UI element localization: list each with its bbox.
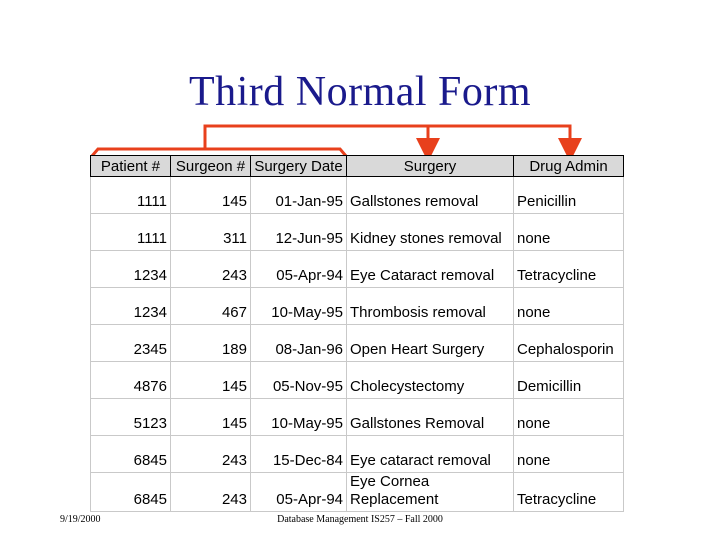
col-header-surgery-date: Surgery Date xyxy=(251,156,347,177)
cell-drug-admin: none xyxy=(514,288,624,325)
cell-surgery: Gallstones Removal xyxy=(347,399,514,436)
cell-patient: 1111 xyxy=(91,214,171,251)
cell-surgeon: 243 xyxy=(171,436,251,473)
cell-surgery-date: 10-May-95 xyxy=(251,399,347,436)
cell-surgery: Thrombosis removal xyxy=(347,288,514,325)
col-header-surgery: Surgery xyxy=(347,156,514,177)
cell-drug-admin: Penicillin xyxy=(514,177,624,214)
cell-drug-admin: Tetracycline xyxy=(514,251,624,288)
cell-patient: 5123 xyxy=(91,399,171,436)
cell-surgeon: 145 xyxy=(171,399,251,436)
cell-drug-admin: none xyxy=(514,399,624,436)
table-header-row xyxy=(91,156,624,177)
cell-surgery: Open Heart Surgery xyxy=(347,325,514,362)
arrow-key-to-surgery xyxy=(205,126,428,150)
cell-surgery: Cholecystectomy xyxy=(347,362,514,399)
col-header-surgeon: Surgeon # xyxy=(171,156,251,177)
table-row xyxy=(91,399,624,436)
slide-title: Third Normal Form xyxy=(188,69,532,115)
table-row xyxy=(91,473,624,512)
cell-surgery: Eye cataract removal xyxy=(347,436,514,473)
cell-drug-admin: none xyxy=(514,214,624,251)
cell-patient: 6845 xyxy=(91,436,171,473)
cell-surgery-date: 01-Jan-95 xyxy=(251,177,347,214)
table-body xyxy=(91,177,624,512)
cell-surgeon: 311 xyxy=(171,214,251,251)
surgery-table xyxy=(90,155,624,512)
footer-course: Database Management IS257 – Fall 2000 xyxy=(277,514,443,525)
table-row xyxy=(91,288,624,325)
cell-surgeon: 243 xyxy=(171,473,251,512)
footer-date: 9/19/2000 xyxy=(60,514,101,525)
cell-surgery-date: 05-Apr-94 xyxy=(251,251,347,288)
cell-surgery-date: 05-Apr-94 xyxy=(251,473,347,512)
cell-patient: 1111 xyxy=(91,177,171,214)
cell-surgery-date: 05-Nov-95 xyxy=(251,362,347,399)
col-header-drug-admin: Drug Admin xyxy=(514,156,624,177)
cell-surgeon: 145 xyxy=(171,362,251,399)
cell-surgeon: 243 xyxy=(171,251,251,288)
cell-surgeon: 467 xyxy=(171,288,251,325)
cell-surgery: Eye Cataract removal xyxy=(347,251,514,288)
table-row xyxy=(91,362,624,399)
arrow-key-to-drug-admin xyxy=(428,126,570,150)
cell-patient: 1234 xyxy=(91,251,171,288)
cell-patient: 2345 xyxy=(91,325,171,362)
cell-patient: 6845 xyxy=(91,473,171,512)
table-row xyxy=(91,251,624,288)
table-row xyxy=(91,177,624,214)
cell-surgery: Gallstones removal xyxy=(347,177,514,214)
cell-patient: 1234 xyxy=(91,288,171,325)
cell-surgery-date: 08-Jan-96 xyxy=(251,325,347,362)
table-row xyxy=(91,436,624,473)
cell-drug-admin: Cephalosporin xyxy=(514,325,624,362)
cell-surgery-date: 15-Dec-84 xyxy=(251,436,347,473)
cell-surgery-date: 10-May-95 xyxy=(251,288,347,325)
cell-drug-admin: Demicillin xyxy=(514,362,624,399)
cell-surgeon: 145 xyxy=(171,177,251,214)
cell-drug-admin: Tetracycline xyxy=(514,473,624,512)
cell-surgery: Eye Cornea Replacement xyxy=(347,473,514,512)
cell-surgery-date: 12-Jun-95 xyxy=(251,214,347,251)
cell-surgery: Kidney stones removal xyxy=(347,214,514,251)
cell-drug-admin: none xyxy=(514,436,624,473)
table-row xyxy=(91,214,624,251)
cell-surgeon: 189 xyxy=(171,325,251,362)
col-header-patient: Patient # xyxy=(91,156,171,177)
cell-patient: 4876 xyxy=(91,362,171,399)
table-row xyxy=(91,325,624,362)
